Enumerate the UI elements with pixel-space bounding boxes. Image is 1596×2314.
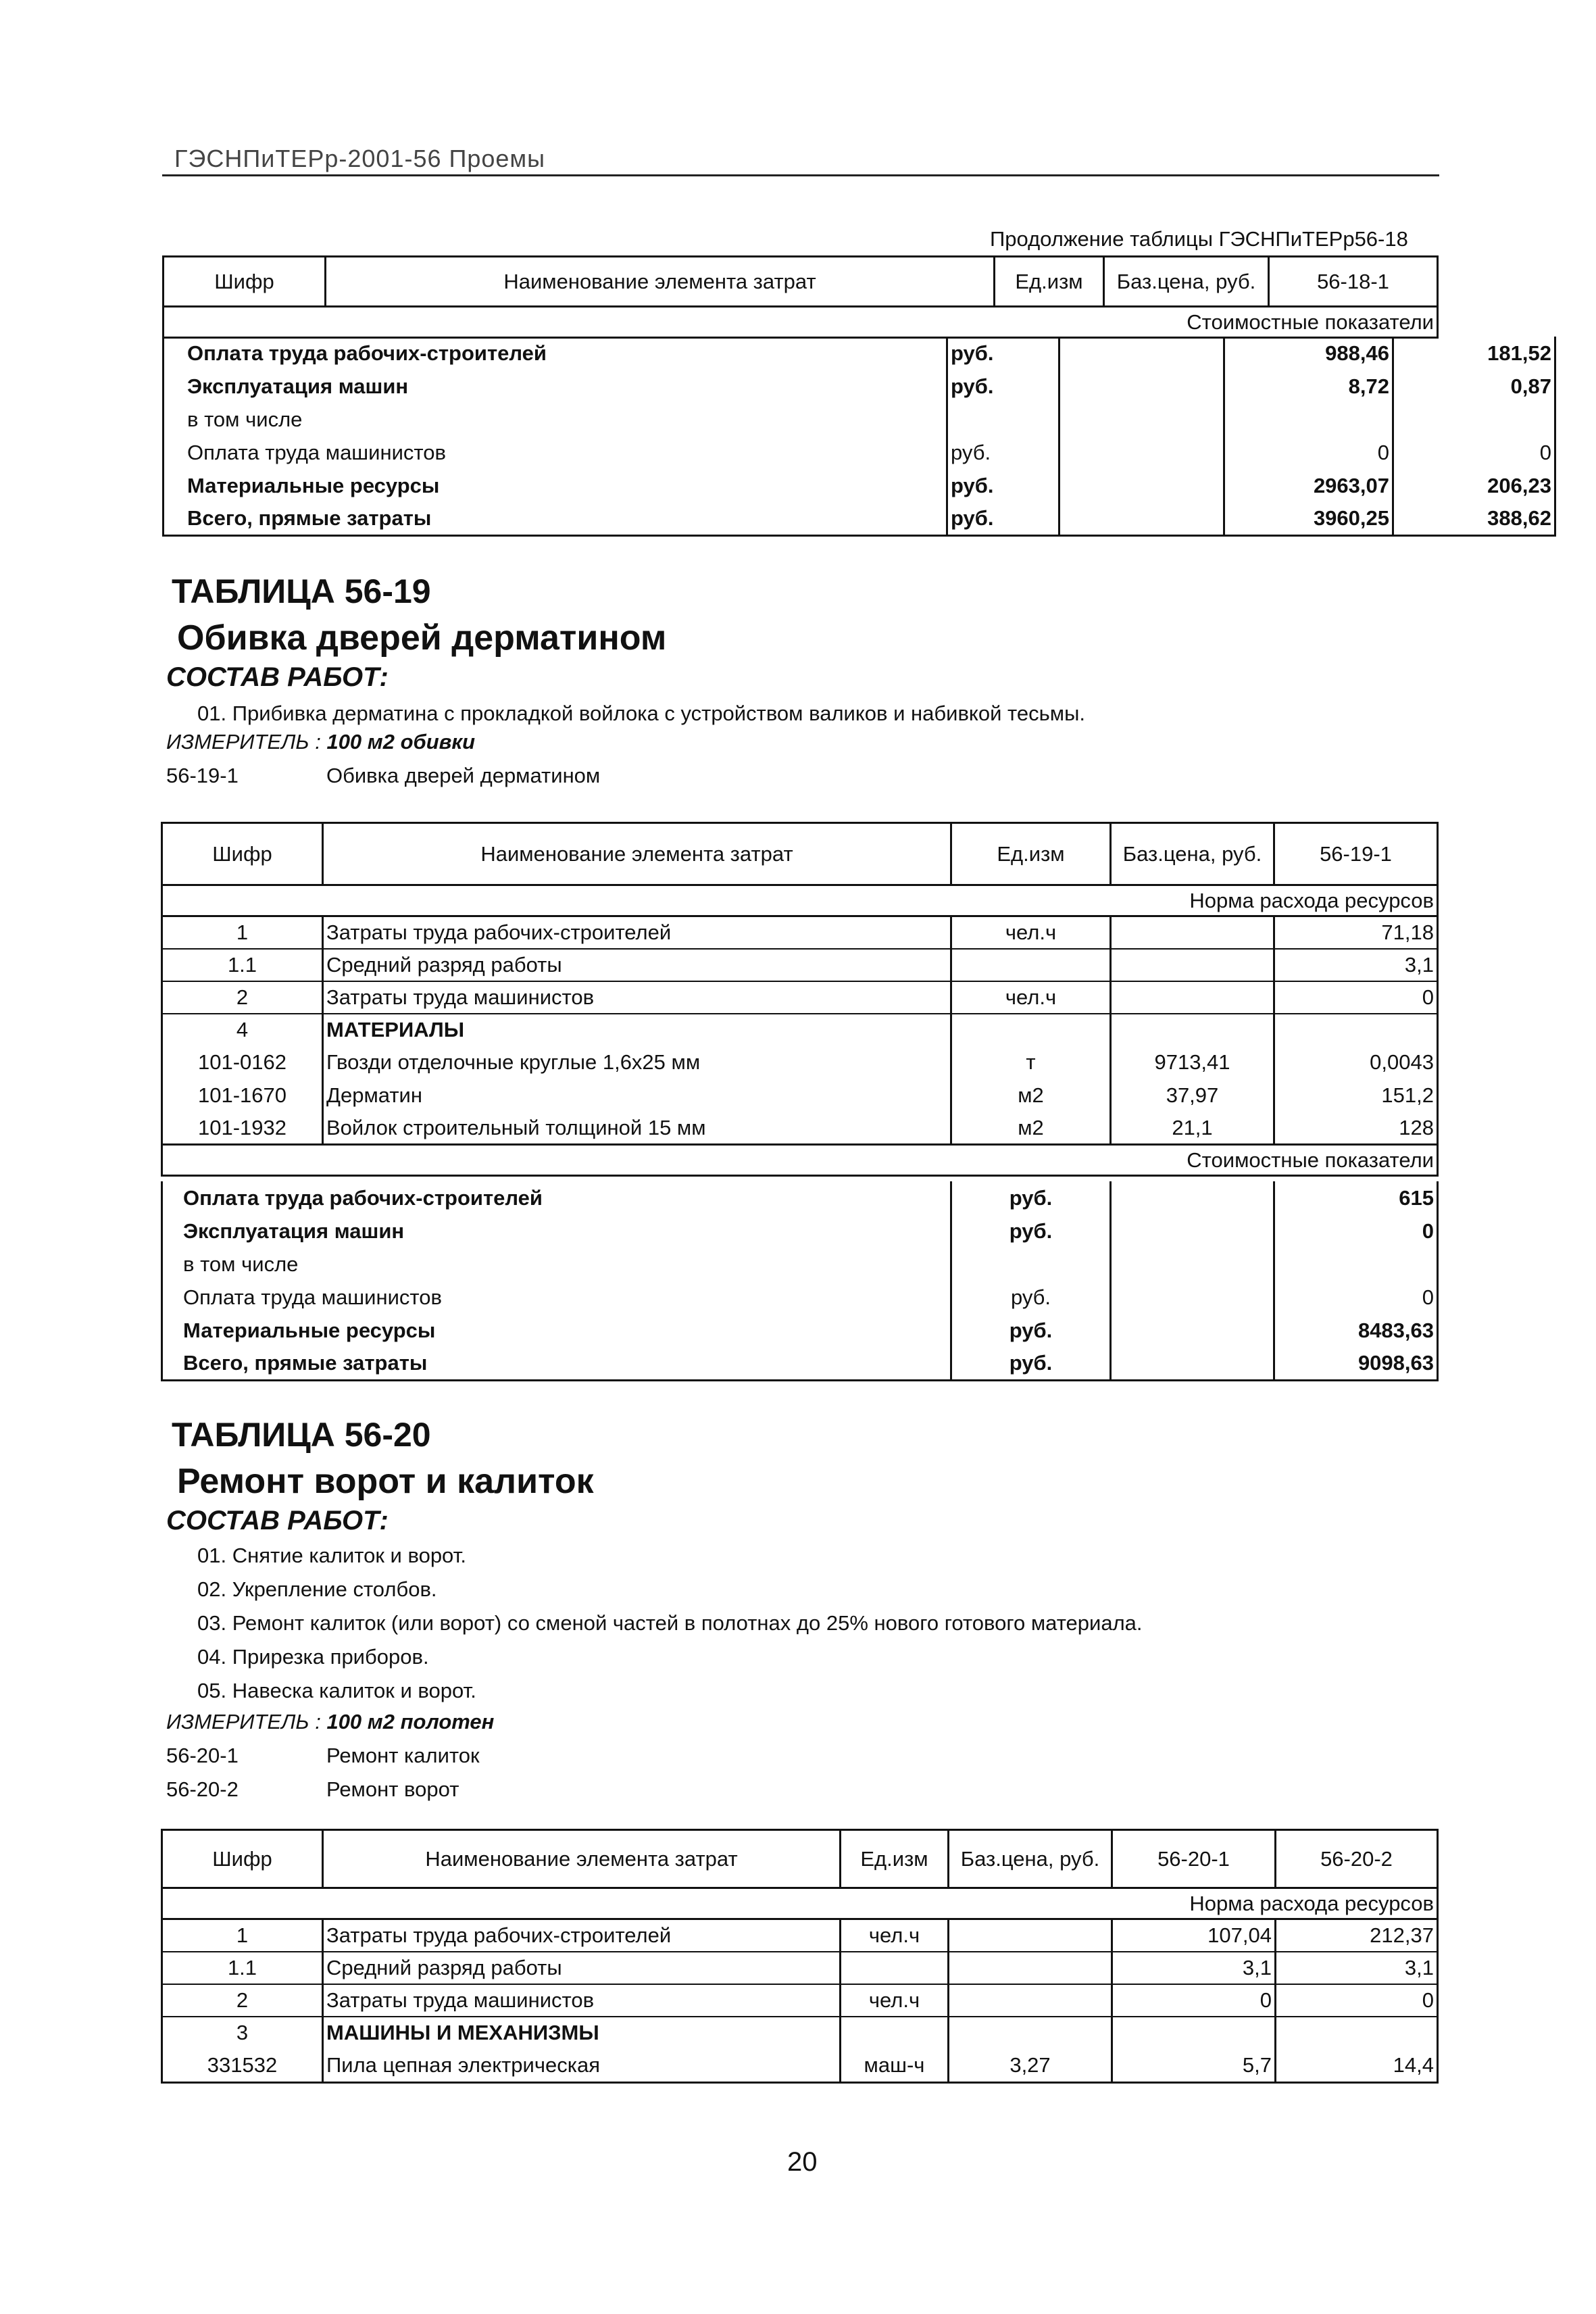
code-item bbox=[166, 1777, 459, 1802]
section-label: Норма расхода ресурсов bbox=[162, 885, 1438, 916]
code: 56-20-1 bbox=[166, 1744, 239, 1767]
row-unit: руб. bbox=[951, 1314, 1111, 1347]
izmeritel-label: ИЗМЕРИТЕЛЬ : bbox=[166, 1710, 321, 1733]
row-unit bbox=[841, 1952, 949, 1984]
table-row bbox=[162, 1112, 1438, 1145]
row-code: 2 bbox=[162, 981, 323, 1014]
running-header: ГЭСНПиТЕРр-2001-56 Проемы bbox=[174, 145, 546, 172]
row-code: 3 bbox=[162, 2017, 323, 2049]
col-header-code: Шифр bbox=[162, 823, 323, 885]
sostav-label: СОСТАВ РАБОТ: bbox=[166, 1506, 389, 1535]
table-56-19-cost bbox=[161, 1181, 1439, 1381]
row-v1: 3,1 bbox=[1274, 949, 1438, 981]
row-unit bbox=[951, 949, 1111, 981]
section-label: Стоимостные показатели bbox=[162, 1145, 1438, 1176]
table-row bbox=[162, 1046, 1438, 1079]
row-v1: 8483,63 bbox=[1274, 1314, 1438, 1347]
row-code: 101-1932 bbox=[162, 1112, 323, 1145]
row-name: МАТЕРИАЛЫ bbox=[323, 1014, 951, 1046]
row-unit: руб. bbox=[951, 1214, 1111, 1248]
table-title: ТАБЛИЦА 56-20 bbox=[172, 1416, 431, 1454]
table-row bbox=[162, 1079, 1438, 1112]
row-v1: 0 bbox=[1274, 981, 1438, 1014]
row-unit: чел.ч bbox=[951, 981, 1111, 1014]
table-subtitle: Обивка дверей дерматином bbox=[177, 618, 667, 658]
row-unit: руб. bbox=[947, 436, 1059, 469]
row-v2: 3,1 bbox=[1276, 1952, 1438, 1984]
table-row bbox=[162, 1347, 1438, 1380]
row-name: Оплата труда машинистов bbox=[164, 436, 947, 469]
row-v2: 14,4 bbox=[1276, 2049, 1438, 2083]
col-header-price: Баз.цена, руб. bbox=[1104, 257, 1269, 307]
row-unit: м2 bbox=[951, 1079, 1111, 1112]
table-row bbox=[162, 981, 1438, 1014]
col-header-v2: 56-20-2 bbox=[1276, 1830, 1438, 1888]
row-v1: 2963,07 bbox=[1224, 469, 1393, 502]
page-number: 20 bbox=[787, 2147, 818, 2177]
row-unit: чел.ч bbox=[841, 1984, 949, 2017]
table-56-18-cont bbox=[162, 255, 1439, 339]
col-header-code: Шифр bbox=[164, 257, 326, 307]
table-row bbox=[164, 502, 1555, 535]
row-v2: 206,23 bbox=[1393, 469, 1555, 502]
work-item: 04. Прирезка приборов. bbox=[197, 1645, 429, 1669]
row-unit: руб. bbox=[947, 502, 1059, 535]
section-label: Стоимостные показатели bbox=[164, 307, 1438, 338]
row-name: Всего, прямые затраты bbox=[162, 1347, 951, 1380]
col-header-unit: Ед.изм bbox=[841, 1830, 949, 1888]
row-name: Средний разряд работы bbox=[323, 949, 951, 981]
row-unit: маш-ч bbox=[841, 2049, 949, 2083]
code-item bbox=[166, 1744, 480, 1768]
row-unit: руб. bbox=[951, 1181, 1111, 1214]
code-name: Ремонт ворот bbox=[326, 1777, 459, 1801]
row-code: 1 bbox=[162, 1919, 323, 1952]
row-v1: 151,2 bbox=[1274, 1079, 1438, 1112]
row-name: Затраты труда рабочих-строителей bbox=[323, 1919, 841, 1952]
table-header-row bbox=[162, 1830, 1438, 1888]
table-subtitle: Ремонт ворот и калиток bbox=[177, 1462, 594, 1501]
row-name: Всего, прямые затраты bbox=[164, 502, 947, 535]
row-v1: 0 bbox=[1224, 436, 1393, 469]
col-header-name: Наименование элемента затрат bbox=[323, 1830, 841, 1888]
table-row bbox=[164, 337, 1555, 370]
row-name: Эксплуатация машин bbox=[164, 370, 947, 403]
row-name: Затраты труда машинистов bbox=[323, 981, 951, 1014]
col-header-unit: Ед.изм bbox=[995, 257, 1104, 307]
work-item: 02. Укрепление столбов. bbox=[197, 1577, 437, 1601]
row-v2: 0 bbox=[1393, 436, 1555, 469]
izmeritel bbox=[166, 730, 475, 754]
row-v1: 9098,63 bbox=[1274, 1347, 1438, 1380]
row-name: Оплата труда машинистов bbox=[162, 1281, 951, 1314]
table-row bbox=[162, 1248, 1438, 1281]
row-price bbox=[1111, 949, 1274, 981]
row-price: 3,27 bbox=[949, 2049, 1112, 2083]
table-56-19 bbox=[161, 822, 1439, 1177]
row-price bbox=[1111, 981, 1274, 1014]
row-name: Средний разряд работы bbox=[323, 1952, 841, 1984]
row-name: Материальные ресурсы bbox=[164, 469, 947, 502]
col-header-price: Баз.цена, руб. bbox=[1111, 823, 1274, 885]
row-v1: 8,72 bbox=[1224, 370, 1393, 403]
row-v1: 107,04 bbox=[1112, 1919, 1276, 1952]
row-unit: т bbox=[951, 1046, 1111, 1079]
row-price: 21,1 bbox=[1111, 1112, 1274, 1145]
row-code: 4 bbox=[162, 1014, 323, 1046]
table-row bbox=[164, 403, 1555, 436]
row-v1: 128 bbox=[1274, 1112, 1438, 1145]
row-price: 9713,41 bbox=[1111, 1046, 1274, 1079]
row-unit: руб. bbox=[951, 1281, 1111, 1314]
table-56-20 bbox=[161, 1829, 1439, 2084]
row-code: 1.1 bbox=[162, 949, 323, 981]
code: 56-20-2 bbox=[166, 1777, 239, 1801]
row-name: МАШИНЫ И МЕХАНИЗМЫ bbox=[323, 2017, 841, 2049]
sostav-label: СОСТАВ РАБОТ: bbox=[166, 662, 389, 692]
row-v1: 0 bbox=[1112, 1984, 1276, 2017]
table-row bbox=[162, 1281, 1438, 1314]
row-name: Оплата труда рабочих-строителей bbox=[164, 337, 947, 370]
row-code: 101-1670 bbox=[162, 1079, 323, 1112]
row-name: в том числе bbox=[164, 403, 947, 436]
izmeritel-label: ИЗМЕРИТЕЛЬ : bbox=[166, 730, 321, 754]
code: 56-19-1 bbox=[166, 764, 239, 787]
row-unit: руб. bbox=[947, 370, 1059, 403]
row-v2: 212,37 bbox=[1276, 1919, 1438, 1952]
section-row bbox=[162, 1888, 1438, 1919]
code-item bbox=[166, 764, 600, 788]
table-row bbox=[162, 1314, 1438, 1347]
row-code: 2 bbox=[162, 1984, 323, 2017]
table-row bbox=[162, 916, 1438, 949]
row-name: Материальные ресурсы bbox=[162, 1314, 951, 1347]
work-item: 03. Ремонт калиток (или ворот) со сменой частей в полотнах до 25% нового готового материала. bbox=[197, 1611, 1143, 1635]
section-label: Норма расхода ресурсов bbox=[162, 1888, 1438, 1919]
row-code: 1.1 bbox=[162, 1952, 323, 1984]
row-v2: 181,52 bbox=[1393, 337, 1555, 370]
row-price bbox=[949, 1952, 1112, 1984]
header-rule bbox=[162, 174, 1439, 176]
row-name: Затраты труда рабочих-строителей bbox=[323, 916, 951, 949]
table-row bbox=[162, 1952, 1438, 1984]
row-v1: 71,18 bbox=[1274, 916, 1438, 949]
row-price bbox=[1111, 916, 1274, 949]
col-header-code: Шифр bbox=[162, 1830, 323, 1888]
row-v2: 388,62 bbox=[1393, 502, 1555, 535]
row-price bbox=[949, 1919, 1112, 1952]
row-unit: руб. bbox=[947, 337, 1059, 370]
table-header-row bbox=[162, 823, 1438, 885]
row-v1: 988,46 bbox=[1224, 337, 1393, 370]
table-row bbox=[164, 469, 1555, 502]
continuation-note: Продолжение таблицы ГЭСНПиТЕРр56-18 bbox=[990, 227, 1408, 251]
row-v1: 615 bbox=[1274, 1181, 1438, 1214]
row-name: Дерматин bbox=[323, 1079, 951, 1112]
section-row bbox=[162, 885, 1438, 916]
table-row bbox=[162, 1984, 1438, 2017]
row-name: Оплата труда рабочих-строителей bbox=[162, 1181, 951, 1214]
table-row bbox=[162, 2017, 1438, 2049]
table-row bbox=[162, 949, 1438, 981]
row-name: Эксплуатация машин bbox=[162, 1214, 951, 1248]
row-name: Войлок строительный толщиной 15 мм bbox=[323, 1112, 951, 1145]
row-price: 37,97 bbox=[1111, 1079, 1274, 1112]
row-price bbox=[949, 1984, 1112, 2017]
col-header-name: Наименование элемента затрат bbox=[326, 257, 995, 307]
row-unit: руб. bbox=[951, 1347, 1111, 1380]
work-item: 01. Снятие калиток и ворот. bbox=[197, 1544, 466, 1567]
row-unit: м2 bbox=[951, 1112, 1111, 1145]
col-header-name: Наименование элемента затрат bbox=[323, 823, 951, 885]
table-row bbox=[162, 1214, 1438, 1248]
row-unit: руб. bbox=[947, 469, 1059, 502]
col-header-v1: 56-19-1 bbox=[1274, 823, 1438, 885]
table-row bbox=[162, 2049, 1438, 2083]
table-row bbox=[162, 1919, 1438, 1952]
col-header-v1: 56-18-1 bbox=[1269, 257, 1438, 307]
row-unit: чел.ч bbox=[951, 916, 1111, 949]
row-code: 331532 bbox=[162, 2049, 323, 2083]
section-row bbox=[162, 1145, 1438, 1176]
table-row bbox=[162, 1181, 1438, 1214]
row-name: Пила цепная электрическая bbox=[323, 2049, 841, 2083]
row-v1: 3960,25 bbox=[1224, 502, 1393, 535]
table-title: ТАБЛИЦА 56-19 bbox=[172, 572, 431, 610]
col-header-price: Баз.цена, руб. bbox=[949, 1830, 1112, 1888]
row-v2: 0 bbox=[1276, 1984, 1438, 2017]
row-name: Затраты труда машинистов bbox=[323, 1984, 841, 2017]
col-header-v1: 56-20-1 bbox=[1112, 1830, 1276, 1888]
row-name: Гвозди отделочные круглые 1,6х25 мм bbox=[323, 1046, 951, 1079]
col-header-unit: Ед.изм bbox=[951, 823, 1111, 885]
row-v1: 0 bbox=[1274, 1214, 1438, 1248]
table-row bbox=[164, 436, 1555, 469]
table-row bbox=[164, 370, 1555, 403]
row-v1: 0 bbox=[1274, 1281, 1438, 1314]
row-code: 1 bbox=[162, 916, 323, 949]
izmeritel-value: 100 м2 полотен bbox=[326, 1710, 495, 1733]
work-item: 01. Прибивка дерматина с прокладкой войлока с устройством валиков и набивкой тесьмы. bbox=[197, 701, 1085, 725]
row-name: в том числе bbox=[162, 1248, 951, 1281]
table-row bbox=[162, 1014, 1438, 1046]
row-v1: 0,0043 bbox=[1274, 1046, 1438, 1079]
section-row bbox=[164, 307, 1438, 338]
code-name: Ремонт калиток bbox=[326, 1744, 480, 1767]
row-v2: 0,87 bbox=[1393, 370, 1555, 403]
table-56-18-body bbox=[162, 337, 1556, 537]
izmeritel-value: 100 м2 обивки bbox=[326, 730, 476, 754]
izmeritel bbox=[166, 1710, 494, 1734]
work-item: 05. Навеска калиток и ворот. bbox=[197, 1679, 476, 1702]
row-code: 101-0162 bbox=[162, 1046, 323, 1079]
row-v1: 3,1 bbox=[1112, 1952, 1276, 1984]
code-name: Обивка дверей дерматином bbox=[326, 764, 601, 787]
row-unit: чел.ч bbox=[841, 1919, 949, 1952]
table-header-row bbox=[164, 257, 1438, 307]
row-v1: 5,7 bbox=[1112, 2049, 1276, 2083]
